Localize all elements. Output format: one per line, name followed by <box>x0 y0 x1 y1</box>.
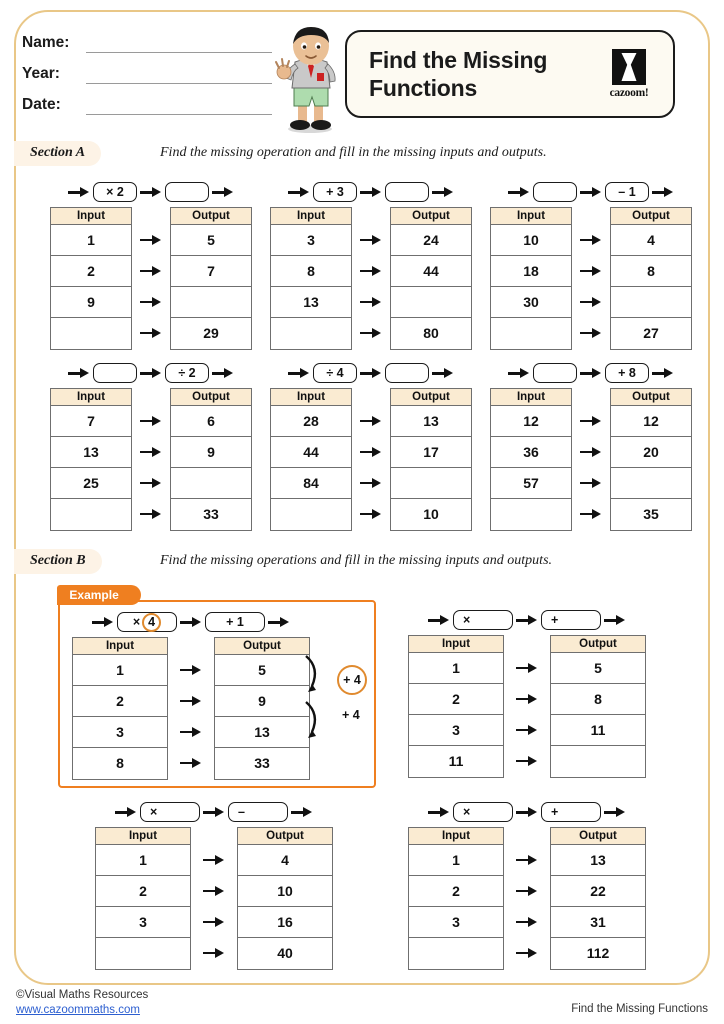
input-cell[interactable]: 3 <box>409 715 503 746</box>
arrow-icon <box>140 328 162 338</box>
arrow-icon <box>580 416 602 426</box>
arrow-icon <box>516 886 538 896</box>
footer-worksheet-title: Find the Missing Functions <box>571 1003 708 1015</box>
example-annotation-2: + 4 <box>342 708 360 722</box>
output-header: Output <box>611 389 691 406</box>
date-input-line[interactable] <box>86 98 272 115</box>
operation-box-2[interactable]: + <box>541 610 601 630</box>
output-cell[interactable]: 13 <box>215 717 309 748</box>
output-cell[interactable]: 17 <box>391 437 471 468</box>
input-cell[interactable] <box>51 499 131 530</box>
section-a-description: Find the missing operation and fill in the missing inputs and outputs. <box>160 145 547 160</box>
operation-box-1[interactable]: × <box>140 802 200 822</box>
output-cell[interactable] <box>171 468 251 499</box>
input-cell[interactable]: 13 <box>51 437 131 468</box>
input-cell[interactable]: 1 <box>409 845 503 876</box>
input-header: Input <box>51 208 131 225</box>
output-cell[interactable] <box>611 468 691 499</box>
io-table <box>50 207 252 350</box>
section-a-pill: Section A <box>14 141 101 166</box>
arrow-icon <box>652 368 674 378</box>
row-arrows <box>191 827 237 968</box>
input-cell[interactable]: 1 <box>96 845 190 876</box>
io-table <box>72 637 310 780</box>
arrow-icon <box>140 478 162 488</box>
output-column <box>390 207 472 350</box>
output-cell[interactable]: 112 <box>586 945 610 961</box>
title-card <box>345 30 675 118</box>
operation-box-1[interactable]: × <box>453 610 513 630</box>
arrow-icon <box>203 917 225 927</box>
output-cell[interactable]: 22 <box>551 876 645 907</box>
output-cell[interactable]: 24 <box>391 225 471 256</box>
output-cell[interactable] <box>611 287 691 318</box>
date-label: Date: <box>22 96 61 113</box>
arrow-icon <box>516 917 538 927</box>
arrow-icon <box>140 416 162 426</box>
output-cell[interactable]: 80 <box>423 325 439 341</box>
arrow-icon <box>68 368 90 378</box>
function-machine-b3 <box>408 800 646 970</box>
arrow-icon <box>68 187 90 197</box>
input-column <box>270 207 352 350</box>
arrow-icon <box>360 478 382 488</box>
input-cell[interactable] <box>409 938 503 969</box>
arrow-icon <box>604 807 626 817</box>
arrow-icon <box>516 807 538 817</box>
input-cell[interactable]: 84 <box>271 468 351 499</box>
output-cell[interactable]: 9 <box>215 686 309 717</box>
io-table <box>408 827 646 970</box>
schoolboy-mascot-icon <box>270 26 346 134</box>
function-machine-b2 <box>95 800 333 970</box>
arrow-icon <box>212 187 234 197</box>
arrow-icon <box>428 615 450 625</box>
name-input-line[interactable] <box>86 36 272 53</box>
output-header: Output <box>611 208 691 225</box>
arrow-icon <box>360 235 382 245</box>
input-cell[interactable]: 7 <box>51 406 131 437</box>
row-arrows <box>504 827 550 968</box>
arrow-icon <box>203 948 225 958</box>
output-cell[interactable]: 10 <box>238 876 332 907</box>
operation-box-2[interactable]: + 1 <box>205 612 265 632</box>
output-header: Output <box>551 828 645 845</box>
circled-value: 4 <box>142 613 161 632</box>
input-header: Input <box>491 208 571 225</box>
input-cell[interactable]: 3 <box>271 225 351 256</box>
operation-row <box>408 608 646 632</box>
operation-box-1[interactable] <box>533 363 577 383</box>
output-cell[interactable]: 6 <box>171 406 251 437</box>
function-machine-a2 <box>270 180 472 350</box>
operation-box-1[interactable]: + 3 <box>313 182 357 202</box>
operation-row <box>95 800 333 824</box>
page-title: Find the Missing Functions <box>369 46 548 101</box>
input-cell[interactable]: 11 <box>448 753 464 769</box>
row-arrows <box>352 388 390 529</box>
input-cell[interactable]: 13 <box>271 287 351 318</box>
operation-box-2[interactable] <box>385 182 429 202</box>
arrow-icon <box>580 235 602 245</box>
arrow-icon <box>516 694 538 704</box>
output-cell[interactable]: 8 <box>551 684 645 715</box>
operation-row <box>490 361 692 385</box>
year-field-row <box>22 53 272 84</box>
arrow-icon <box>180 758 202 768</box>
arrow-icon <box>288 368 310 378</box>
input-cell[interactable] <box>271 318 351 349</box>
arrow-icon <box>516 756 538 766</box>
output-cell[interactable]: 13 <box>391 406 471 437</box>
operation-row <box>72 610 310 634</box>
input-column <box>408 827 504 970</box>
arrow-icon <box>140 447 162 457</box>
operation-box-1[interactable] <box>117 612 177 632</box>
output-header: Output <box>238 828 332 845</box>
output-cell[interactable]: 20 <box>611 437 691 468</box>
output-cell[interactable]: 33 <box>203 506 219 522</box>
operation-box-2[interactable]: + <box>541 802 601 822</box>
input-cell[interactable]: 57 <box>491 468 571 499</box>
io-table <box>490 388 692 531</box>
input-column <box>408 635 504 778</box>
operation-box-2[interactable]: – <box>228 802 288 822</box>
arrow-icon <box>516 855 538 865</box>
example-difference-curves <box>300 648 340 752</box>
arrow-icon <box>180 727 202 737</box>
output-column <box>214 637 310 780</box>
output-column <box>170 388 252 531</box>
arrow-icon <box>360 416 382 426</box>
output-column <box>550 635 646 778</box>
operation-row <box>50 180 252 204</box>
arrow-icon <box>140 266 162 276</box>
section-b-band <box>0 549 724 577</box>
function-machine-b1 <box>408 608 646 778</box>
student-info-fields <box>22 22 272 115</box>
function-machine-a1 <box>50 180 252 350</box>
output-cell[interactable]: 40 <box>277 945 293 961</box>
output-cell[interactable] <box>391 468 471 499</box>
output-cell[interactable]: 35 <box>643 506 659 522</box>
row-arrows <box>352 207 390 348</box>
input-column <box>270 388 352 531</box>
input-header: Input <box>491 389 571 406</box>
section-b-pill: Section B <box>14 549 102 574</box>
website-link[interactable]: www.cazoommaths.com <box>16 1004 140 1016</box>
arrow-icon <box>360 509 382 519</box>
input-cell[interactable]: 2 <box>73 686 167 717</box>
output-column <box>610 388 692 531</box>
input-cell[interactable] <box>491 318 571 349</box>
arrow-icon <box>212 368 234 378</box>
io-table <box>270 388 472 531</box>
arrow-icon <box>432 368 454 378</box>
row-arrows <box>572 388 610 529</box>
input-cell[interactable]: 2 <box>409 684 503 715</box>
output-cell[interactable]: 4 <box>611 225 691 256</box>
row-arrows <box>132 388 170 529</box>
function-machine-a3 <box>490 180 692 350</box>
arrow-icon <box>652 187 674 197</box>
operation-row <box>270 361 472 385</box>
input-cell[interactable]: 2 <box>96 876 190 907</box>
arrow-icon <box>140 187 162 197</box>
output-cell[interactable]: 31 <box>551 907 645 938</box>
arrow-icon <box>508 187 530 197</box>
operation-row <box>270 180 472 204</box>
arrow-icon <box>580 266 602 276</box>
input-cell[interactable]: 3 <box>409 907 503 938</box>
input-cell[interactable]: 36 <box>491 437 571 468</box>
output-cell[interactable]: 5 <box>551 653 645 684</box>
arrow-icon <box>360 447 382 457</box>
arrow-icon <box>140 297 162 307</box>
arrow-icon <box>140 368 162 378</box>
output-header: Output <box>391 389 471 406</box>
input-column <box>95 827 191 970</box>
output-column <box>550 827 646 970</box>
input-cell[interactable]: 25 <box>51 468 131 499</box>
input-column <box>50 207 132 350</box>
output-cell[interactable]: 5 <box>171 225 251 256</box>
operation-box-2[interactable] <box>165 182 209 202</box>
output-column <box>170 207 252 350</box>
arrow-icon <box>580 187 602 197</box>
output-cell[interactable]: 11 <box>551 715 645 746</box>
arrow-icon <box>203 886 225 896</box>
input-cell[interactable] <box>271 499 351 530</box>
cazoom-logo-mark-icon <box>612 49 646 85</box>
input-header: Input <box>409 828 503 845</box>
arrow-icon <box>203 807 225 817</box>
arrow-icon <box>580 509 602 519</box>
output-cell[interactable]: 33 <box>254 755 270 771</box>
arrow-icon <box>203 855 225 865</box>
input-cell[interactable]: 12 <box>491 406 571 437</box>
arrow-icon <box>360 187 382 197</box>
output-header: Output <box>171 389 251 406</box>
output-cell[interactable] <box>391 287 471 318</box>
output-cell[interactable]: 7 <box>171 256 251 287</box>
arrow-icon <box>360 266 382 276</box>
operation-row <box>490 180 692 204</box>
date-field-row <box>22 84 272 115</box>
io-table <box>270 207 472 350</box>
arrow-icon <box>140 235 162 245</box>
arrow-icon <box>115 807 137 817</box>
input-cell[interactable]: 1 <box>409 653 503 684</box>
input-header: Input <box>271 389 351 406</box>
output-cell[interactable] <box>551 746 645 777</box>
arrow-icon <box>432 187 454 197</box>
input-cell[interactable]: 30 <box>491 287 571 318</box>
operation-box-2[interactable] <box>385 363 429 383</box>
name-label: Name: <box>22 34 70 51</box>
row-arrows <box>504 635 550 776</box>
input-cell[interactable]: 8 <box>116 755 124 771</box>
section-a-band <box>0 141 724 169</box>
operation-box-1[interactable]: ÷ 4 <box>313 363 357 383</box>
input-cell[interactable]: 10 <box>491 225 571 256</box>
arrow-icon <box>360 297 382 307</box>
operation-row <box>408 800 646 824</box>
output-cell[interactable]: 8 <box>611 256 691 287</box>
output-header: Output <box>215 638 309 655</box>
arrow-icon <box>291 807 313 817</box>
arrow-icon <box>580 368 602 378</box>
cazoom-logo <box>601 49 657 99</box>
output-header: Output <box>171 208 251 225</box>
arrow-icon <box>516 725 538 735</box>
output-cell[interactable]: 10 <box>423 506 439 522</box>
arrow-icon <box>580 297 602 307</box>
output-column <box>390 388 472 531</box>
input-cell[interactable]: 8 <box>271 256 351 287</box>
example-tab-label: Example <box>57 585 140 605</box>
io-table <box>490 207 692 350</box>
input-cell[interactable]: 44 <box>271 437 351 468</box>
input-cell[interactable]: 3 <box>73 717 167 748</box>
output-cell[interactable]: 5 <box>215 655 309 686</box>
output-cell[interactable]: 13 <box>551 845 645 876</box>
arrow-icon <box>516 948 538 958</box>
input-cell[interactable]: 9 <box>51 287 131 318</box>
output-header: Output <box>551 636 645 653</box>
input-cell[interactable]: 28 <box>271 406 351 437</box>
function-machine-example <box>72 610 310 780</box>
arrow-icon <box>140 509 162 519</box>
function-machine-a6 <box>490 361 692 531</box>
io-table <box>95 827 333 970</box>
operation-box-2[interactable]: + 8 <box>605 363 649 383</box>
input-cell[interactable] <box>491 499 571 530</box>
arrow-icon <box>516 615 538 625</box>
arrow-icon <box>180 617 202 627</box>
input-cell[interactable]: 18 <box>491 256 571 287</box>
section-b-description: Find the missing operations and fill in the missing inputs and outputs. <box>160 553 553 568</box>
arrow-icon <box>580 478 602 488</box>
arrow-icon <box>360 368 382 378</box>
output-header: Output <box>391 208 471 225</box>
output-cell[interactable]: 9 <box>171 437 251 468</box>
arrow-icon <box>580 447 602 457</box>
input-header: Input <box>96 828 190 845</box>
function-machine-a5 <box>270 361 472 531</box>
arrow-icon <box>604 615 626 625</box>
footer-left <box>16 988 148 1018</box>
arrow-icon <box>92 617 114 627</box>
input-cell[interactable]: 2 <box>51 256 131 287</box>
row-arrows <box>572 207 610 348</box>
operation-symbol: × <box>132 615 141 629</box>
arrow-icon <box>428 807 450 817</box>
row-arrows <box>168 637 214 778</box>
operation-row <box>50 361 252 385</box>
example-annotation-1: + 4 <box>337 665 367 695</box>
io-table <box>408 635 646 778</box>
output-cell[interactable]: 16 <box>238 907 332 938</box>
operation-box-1[interactable] <box>533 182 577 202</box>
input-column <box>490 388 572 531</box>
input-cell[interactable]: 1 <box>73 655 167 686</box>
input-cell[interactable]: 1 <box>51 225 131 256</box>
input-cell[interactable]: 2 <box>409 876 503 907</box>
input-column <box>72 637 168 780</box>
output-cell[interactable]: 12 <box>611 406 691 437</box>
copyright-text: ©Visual Maths Resources <box>16 989 149 1001</box>
input-header: Input <box>271 208 351 225</box>
input-cell[interactable] <box>96 938 190 969</box>
arrow-icon <box>580 328 602 338</box>
output-column <box>237 827 333 970</box>
output-cell[interactable]: 27 <box>643 325 659 341</box>
output-cell[interactable]: 29 <box>203 325 219 341</box>
arrow-icon <box>288 187 310 197</box>
operation-box-2[interactable]: ÷ 2 <box>165 363 209 383</box>
input-cell[interactable] <box>51 318 131 349</box>
arrow-icon <box>360 328 382 338</box>
input-column <box>490 207 572 350</box>
output-cell[interactable] <box>171 287 251 318</box>
arrow-icon <box>180 665 202 675</box>
input-header: Input <box>73 638 167 655</box>
output-cell[interactable]: 4 <box>238 845 332 876</box>
worksheet-header <box>0 0 724 130</box>
input-header: Input <box>51 389 131 406</box>
operation-box-2[interactable]: – 1 <box>605 182 649 202</box>
operation-box-1[interactable]: × 2 <box>93 182 137 202</box>
output-cell[interactable]: 44 <box>391 256 471 287</box>
input-header: Input <box>409 636 503 653</box>
operation-box-1[interactable]: × <box>453 802 513 822</box>
arrow-icon <box>180 696 202 706</box>
name-field-row <box>22 22 272 53</box>
io-table <box>50 388 252 531</box>
input-column <box>50 388 132 531</box>
cazoom-logo-word: cazoom! <box>609 87 649 99</box>
arrow-icon <box>268 617 290 627</box>
output-column <box>610 207 692 350</box>
year-label: Year: <box>22 65 60 82</box>
function-machine-a4 <box>50 361 252 531</box>
row-arrows <box>132 207 170 348</box>
year-input-line[interactable] <box>86 67 272 84</box>
operation-box-1[interactable] <box>93 363 137 383</box>
arrow-icon <box>516 663 538 673</box>
arrow-icon <box>508 368 530 378</box>
input-cell[interactable]: 3 <box>96 907 190 938</box>
